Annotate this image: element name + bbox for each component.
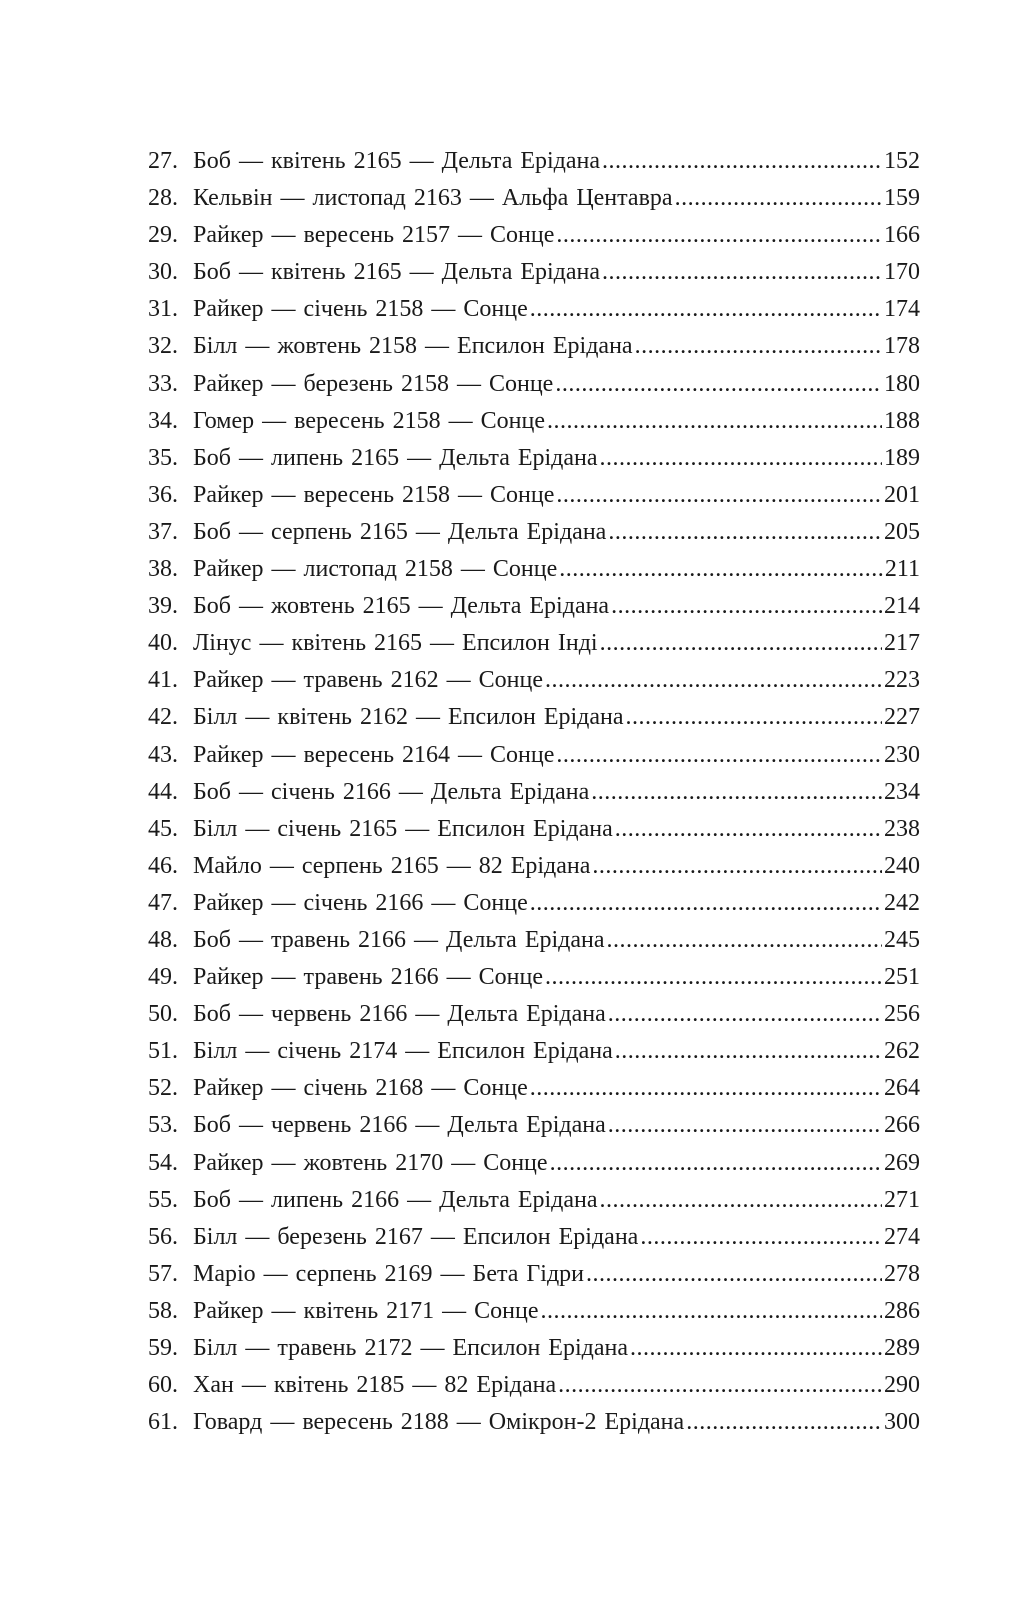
chapter-title: Білл — травень 2172 — Епсилон Ерідана xyxy=(193,1335,628,1361)
dot-leader xyxy=(611,588,882,625)
page-number: 290 xyxy=(884,1372,920,1399)
chapter-number: 52. xyxy=(148,1075,178,1102)
page-number: 205 xyxy=(884,518,920,545)
chapter-title: Боб — жовтень 2165 — Дельта Ерідана xyxy=(193,593,610,620)
page-number: 159 xyxy=(884,185,920,212)
chapter-number: 33. xyxy=(148,370,178,397)
toc-entry xyxy=(148,477,920,514)
chapter-number: 30. xyxy=(148,259,178,286)
chapter-title: Білл — жовтень 2158 — Епсилон Ерідана xyxy=(193,333,633,360)
toc-entry xyxy=(148,551,920,588)
toc-entry xyxy=(148,625,920,662)
toc-entry xyxy=(148,1219,920,1256)
chapter-number: 48. xyxy=(148,926,178,953)
chapter-title: Боб — липень 2166 — Дельта Ерідана xyxy=(193,1186,598,1213)
dot-leader xyxy=(608,996,882,1033)
page-number: 234 xyxy=(884,778,920,805)
chapter-title: Райкер — травень 2162 — Сонце xyxy=(193,667,543,694)
chapter-title: Хан — квітень 2185 — 82 Ерідана xyxy=(193,1372,557,1399)
toc-entry xyxy=(148,403,920,440)
chapter-title: Говард — вересень 2188 — Омікрон-2 Ерідана xyxy=(193,1409,685,1436)
dot-leader xyxy=(607,922,882,959)
toc-entry xyxy=(148,662,920,699)
chapter-title: Білл — квітень 2162 — Епсилон Ерідана xyxy=(193,704,624,731)
chapter-title: Гомер — вересень 2158 — Сонце xyxy=(193,407,545,434)
chapter-number: 34. xyxy=(148,407,178,434)
chapter-number: 54. xyxy=(148,1149,178,1176)
toc-entry xyxy=(148,254,920,291)
toc-entry xyxy=(148,1367,920,1404)
page-number: 227 xyxy=(884,704,920,731)
page-number: 170 xyxy=(884,259,920,286)
toc-entry xyxy=(148,922,920,959)
chapter-number: 50. xyxy=(148,1001,178,1028)
page-number: 256 xyxy=(884,1001,920,1028)
toc-entry xyxy=(148,514,920,551)
chapter-number: 55. xyxy=(148,1186,178,1213)
page-number: 217 xyxy=(884,630,920,657)
dot-leader xyxy=(640,1219,882,1256)
chapter-number: 27. xyxy=(148,148,178,174)
dot-leader xyxy=(541,1293,883,1330)
dot-leader xyxy=(592,848,882,885)
chapter-title: Боб — січень 2166 — Дельта Ерідана xyxy=(193,778,590,805)
toc-entry xyxy=(148,996,920,1033)
page-number: 189 xyxy=(884,444,920,471)
chapter-number: 40. xyxy=(148,630,178,657)
toc-entry xyxy=(148,1107,920,1144)
chapter-number: 57. xyxy=(148,1260,178,1287)
page-number: 201 xyxy=(884,481,920,508)
toc-entry xyxy=(148,737,920,774)
chapter-title: Боб — серпень 2165 — Дельта Ерідана xyxy=(193,518,607,545)
chapter-number: 37. xyxy=(148,518,178,545)
dot-leader xyxy=(630,1330,882,1367)
dot-leader xyxy=(559,551,883,588)
dot-leader xyxy=(547,403,882,440)
chapter-number: 42. xyxy=(148,704,178,731)
toc-entry xyxy=(148,959,920,996)
chapter-title: Райкер — жовтень 2170 — Сонце xyxy=(193,1149,548,1176)
dot-leader xyxy=(675,180,882,217)
dot-leader xyxy=(600,625,882,662)
dot-leader xyxy=(550,1145,882,1182)
chapter-number: 47. xyxy=(148,889,178,916)
toc-entry xyxy=(148,1145,920,1182)
page-number: 166 xyxy=(884,222,920,249)
page-number: 274 xyxy=(884,1223,920,1250)
chapter-number: 45. xyxy=(148,815,178,842)
toc-entry xyxy=(148,1182,920,1219)
page-number: 238 xyxy=(884,815,920,842)
dot-leader xyxy=(530,291,882,328)
chapter-title: Райкер — травень 2166 — Сонце xyxy=(193,964,543,991)
toc-entry xyxy=(148,885,920,922)
toc-entry xyxy=(148,811,920,848)
dot-leader xyxy=(686,1404,882,1441)
toc-entry xyxy=(148,1070,920,1107)
table-of-contents xyxy=(148,143,920,1441)
chapter-number: 53. xyxy=(148,1112,178,1139)
page-number: 211 xyxy=(884,556,920,583)
toc-entry xyxy=(148,1256,920,1293)
page-number: 180 xyxy=(884,370,920,397)
toc-entry xyxy=(148,143,920,180)
chapter-number: 59. xyxy=(148,1335,178,1361)
page-number: 240 xyxy=(884,852,920,879)
toc-entry xyxy=(148,1033,920,1070)
chapter-title: Лінус — квітень 2165 — Епсилон Інді xyxy=(193,630,598,657)
toc-entry xyxy=(148,366,920,403)
dot-leader xyxy=(558,1367,882,1404)
toc-entry xyxy=(148,1404,920,1441)
dot-leader xyxy=(530,1070,882,1107)
dot-leader xyxy=(556,477,882,514)
dot-leader xyxy=(608,514,882,551)
page-number: 230 xyxy=(884,741,920,768)
chapter-number: 32. xyxy=(148,333,178,360)
chapter-number: 56. xyxy=(148,1223,178,1250)
page-number: 178 xyxy=(884,333,920,360)
chapter-number: 43. xyxy=(148,741,178,768)
chapter-number: 44. xyxy=(148,778,178,805)
chapter-number: 38. xyxy=(148,556,178,583)
page-number: 264 xyxy=(884,1075,920,1102)
toc-entry xyxy=(148,774,920,811)
toc-entry xyxy=(148,848,920,885)
page-number: 152 xyxy=(884,148,920,174)
chapter-number: 51. xyxy=(148,1038,178,1065)
dot-leader xyxy=(615,1033,882,1070)
chapter-title: Райкер — вересень 2164 — Сонце xyxy=(193,741,555,768)
dot-leader xyxy=(600,440,882,477)
dot-leader xyxy=(626,699,883,736)
page-number: 262 xyxy=(884,1038,920,1065)
page-number: 188 xyxy=(884,407,920,434)
dot-leader xyxy=(602,254,882,291)
page-number: 245 xyxy=(884,926,920,953)
chapter-title: Боб — червень 2166 — Дельта Ерідана xyxy=(193,1001,606,1028)
toc-entry xyxy=(148,217,920,254)
chapter-number: 31. xyxy=(148,296,178,323)
dot-leader xyxy=(530,885,882,922)
dot-leader xyxy=(555,366,882,403)
page-number: 251 xyxy=(884,964,920,991)
chapter-title: Білл — січень 2165 — Епсилон Ерідана xyxy=(193,815,613,842)
chapter-title: Боб — липень 2165 — Дельта Ерідана xyxy=(193,444,598,471)
chapter-number: 28. xyxy=(148,185,178,212)
chapter-title: Боб — травень 2166 — Дельта Ерідана xyxy=(193,926,605,953)
toc-entry xyxy=(148,328,920,365)
chapter-title: Білл — березень 2167 — Епсилон Ерідана xyxy=(193,1223,639,1250)
chapter-number: 35. xyxy=(148,444,178,471)
toc-entry xyxy=(148,588,920,625)
page-number: 271 xyxy=(884,1186,920,1213)
page-number: 214 xyxy=(884,593,920,620)
page-number: 266 xyxy=(884,1112,920,1139)
chapter-number: 36. xyxy=(148,481,178,508)
chapter-title: Райкер — вересень 2158 — Сонце xyxy=(193,481,555,508)
page-number: 278 xyxy=(884,1260,920,1287)
chapter-title: Майло — серпень 2165 — 82 Ерідана xyxy=(193,852,591,879)
page-number: 286 xyxy=(884,1297,920,1324)
dot-leader xyxy=(556,737,882,774)
toc-entry xyxy=(148,440,920,477)
dot-leader xyxy=(586,1256,882,1293)
chapter-title: Райкер — вересень 2157 — Сонце xyxy=(193,222,555,249)
toc-entry xyxy=(148,1330,920,1367)
toc-entry xyxy=(148,180,920,217)
dot-leader xyxy=(545,959,882,996)
chapter-title: Райкер — березень 2158 — Сонце xyxy=(193,370,554,397)
dot-leader xyxy=(556,217,882,254)
chapter-title: Маріо — серпень 2169 — Бета Гідри xyxy=(193,1260,585,1287)
chapter-number: 49. xyxy=(148,964,178,991)
chapter-number: 29. xyxy=(148,222,178,249)
chapter-title: Кельвін — листопад 2163 — Альфа Центавра xyxy=(193,185,673,212)
toc-entry xyxy=(148,291,920,328)
dot-leader xyxy=(591,774,882,811)
dot-leader xyxy=(602,143,882,180)
chapter-title: Білл — січень 2174 — Епсилон Ерідана xyxy=(193,1038,613,1065)
chapter-title: Райкер — січень 2158 — Сонце xyxy=(193,296,528,323)
chapter-title: Райкер — квітень 2171 — Сонце xyxy=(193,1297,539,1324)
page-number: 300 xyxy=(884,1409,920,1436)
chapter-title: Райкер — січень 2168 — Сонце xyxy=(193,1075,528,1102)
page-number: 174 xyxy=(884,296,920,323)
chapter-number: 61. xyxy=(148,1409,178,1436)
page-number: 223 xyxy=(884,667,920,694)
dot-leader xyxy=(608,1107,882,1144)
page-number: 289 xyxy=(884,1335,920,1361)
dot-leader xyxy=(600,1182,882,1219)
chapter-title: Райкер — січень 2166 — Сонце xyxy=(193,889,528,916)
chapter-number: 46. xyxy=(148,852,178,879)
chapter-number: 60. xyxy=(148,1372,178,1399)
dot-leader xyxy=(615,811,882,848)
dot-leader xyxy=(635,328,882,365)
chapter-title: Боб — квітень 2165 — Дельта Ерідана xyxy=(193,148,601,174)
chapter-title: Райкер — листопад 2158 — Сонце xyxy=(193,556,558,583)
chapter-number: 41. xyxy=(148,667,178,694)
page-number: 269 xyxy=(884,1149,920,1176)
toc-entry xyxy=(148,699,920,736)
dot-leader xyxy=(545,662,882,699)
page-number: 242 xyxy=(884,889,920,916)
toc-entry xyxy=(148,1293,920,1330)
chapter-number: 39. xyxy=(148,593,178,620)
chapter-title: Боб — червень 2166 — Дельта Ерідана xyxy=(193,1112,606,1139)
chapter-number: 58. xyxy=(148,1297,178,1324)
chapter-title: Боб — квітень 2165 — Дельта Ерідана xyxy=(193,259,601,286)
